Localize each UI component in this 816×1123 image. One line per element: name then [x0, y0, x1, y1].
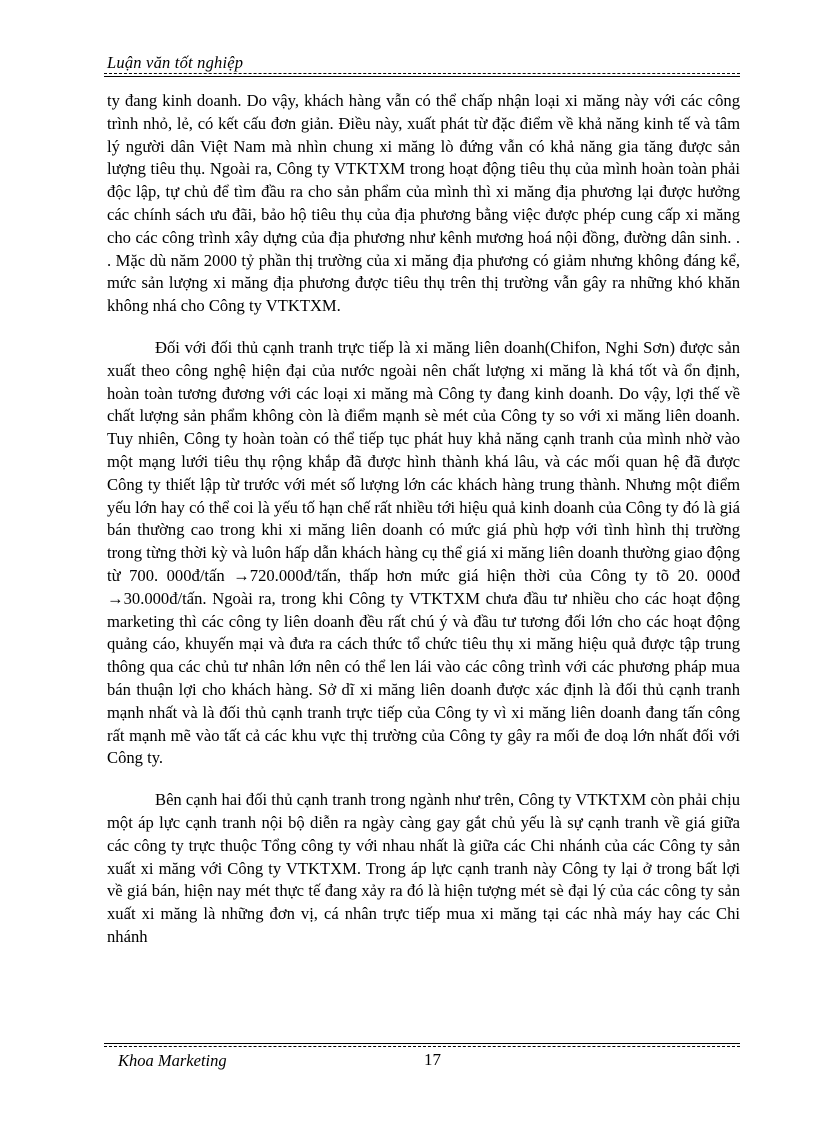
page-number: 17 — [424, 1050, 441, 1069]
paragraph-3: Bên cạnh hai đối thủ cạnh tranh trong ngành như trên, Công ty VTKTXM còn phải chịu một áp lực cạnh tranh nội bộ diễn ra ngày càng gay gắt chủ yếu là sự cạnh tranh về giá giữa các công ty trực thuộc Tổng công ty với nhau nhất là giữa các Chi nhánh của các Công ty sản xuất xi măng với Công ty VTKTXM. Trong áp lực cạnh tranh này Công ty lại ở trong bất lợi về giá bán, hiện nay mét thực tế đang xảy ra đó là hiện tượng mét sè đại lý của các công ty sản xuất xi măng là những đơn vị, cá nhân trực tiếp mua xi măng tại các nhà máy hay các Chi nhánh — [107, 790, 740, 946]
header-rule-solid — [104, 76, 740, 77]
header-title: Luận văn tốt nghiệp — [107, 53, 244, 72]
paragraph-1: ty đang kinh doanh. Do vậy, khách hàng vẫn có thể chấp nhận loại xi măng này với các công trình nhỏ, lẻ, có kết cấu đơn giản. Điều này, xuất phát từ đặc điểm về khả năng kinh tế và tâm lý người dân Việt Nam mà nhìn chung xi măng lò đứng vẫn có khả năng gia tăng được sản lượng tiêu thụ. Ngoài ra, Công ty VTKTXM trong hoạt động tiêu thụ của mình hoàn toàn phải độc lập, tự chủ để tìm đầu ra cho sản phẩm của mình thì xi măng địa phương lại được hưởng các chính sách ưu đãi, bảo hộ tiêu thụ của địa phương bằng việc được phép cung cấp xi măng cho các công trình xây dựng của địa phương như kênh mương hoá nội đồng, đường dân sinh. . . Mặc dù năm 2000 tỷ phần thị trường của xi măng địa phương có giảm nhưng không đáng kể, mức sản lượng xi măng địa phương được tiêu thụ trên thị trường vẫn gây ra những khó khăn không nhá cho Công ty VTKTXM. — [107, 91, 740, 316]
header-rule-dashed — [104, 73, 740, 74]
footer-rule-dashed — [104, 1046, 740, 1047]
document-body — [107, 90, 740, 968]
footer-rule-solid — [104, 1043, 740, 1044]
footer-department: Khoa Marketing — [118, 1051, 227, 1070]
paragraph-2: Đối với đối thủ cạnh tranh trực tiếp là xi măng liên doanh(Chifon, Nghi Sơn) được sản xuất theo công nghệ hiện đại của nước ngoài nên chất lượng xi măng là khá tốt và ổn định, hoàn toàn tương đương với các loại xi măng mà Công ty đang kinh doanh. Do vậy, lợi thế về chất lượng sản phẩm không còn là điểm mạnh sè mét của Công ty so với xi măng liên doanh. Tuy nhiên, Công ty hoàn toàn có thể tiếp tục phát huy khả năng cạnh tranh của mình nhờ vào một mạng lưới tiêu thụ rộng khắp đã được hình thành khá lâu, và các mối quan hệ đã được Công ty thiết lập từ trước với mét số lượng lớn các khách hàng trung thành. Nhưng một điểm yếu lớn hay có thể coi là yếu tố hạn chế rất nhiều tới hiệu quả kinh doanh của Công ty đó là giá bán thường cao trong khi xi măng liên doanh có mức giá phù hợp với tình hình thị trường trong từng thời kỳ và luôn hấp dẫn khách hàng cụ thể giá xi măng liên doanh thường giao động từ 700. 000đ/tấn →720.000đ/tấn, thấp hơn mức giá hiện thời của Công ty tõ 20. 000đ →30.000đ/tấn. Ngoài ra, trong khi Công ty VTKTXM chưa đầu tư nhiều cho các hoạt động marketing thì các công ty liên doanh đều rất chú ý và đầu tư tương đối lớn cho các hoạt động quảng cáo, khuyến mại và đưa ra cách thức tổ chức tiêu thụ xi măng hiệu quả được tập trung thông qua các chủ tư nhân lớn nên có thể len lái vào các công trình với các phương pháp mua bán thuận lợi cho khách hàng. Sở dĩ xi măng liên doanh được xác định là đối thủ cạnh tranh mạnh nhất và là đối thủ cạnh tranh trực tiếp của Công ty vì xi măng liên doanh đang tấn công rất mạnh mẽ vào tất cả các khu vực thị trường của Công ty gây ra mối đe doạ lớn nhất đối với Công ty. — [107, 337, 740, 768]
